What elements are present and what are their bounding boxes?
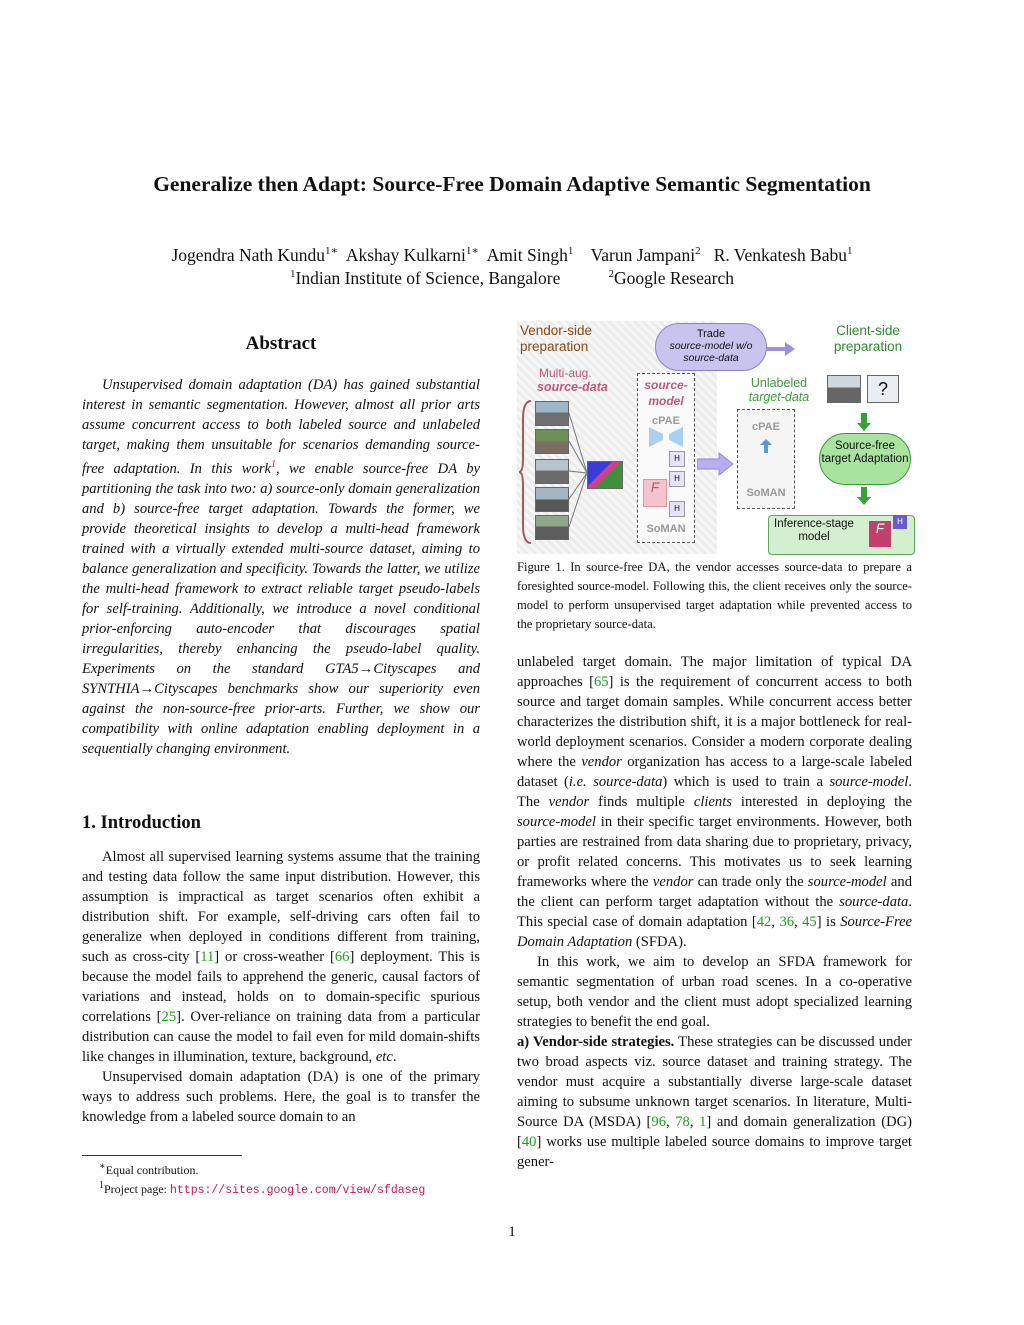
- fan-lines-icon: [569, 409, 589, 539]
- paper-title: Generalize then Adapt: Source-Free Domain Adaptive Semantic Segmentation: [153, 172, 871, 196]
- soman-label: SoMAN: [746, 487, 786, 499]
- source-model-label: source- model: [644, 378, 688, 408]
- text-run: ] or cross-weather [: [214, 949, 335, 965]
- project-url-link[interactable]: https://sites.google.com/view/sfdaseg: [169, 1184, 426, 1197]
- citation-link[interactable]: 45: [802, 914, 817, 930]
- trade-label: Trade: [696, 328, 726, 340]
- footnote: [82, 1178, 480, 1199]
- text-run: ) which is used to train a: [662, 774, 830, 790]
- affil-mark: 1: [290, 268, 296, 280]
- text-run: ] deployment. This is because the model fails to apprehend the generic, causal factors of variations and instead, holds on to domain-specific spurious correlations [: [82, 949, 480, 1025]
- paragraph: In this work, we aim to develop an SFDA framework for semantic segmentation of urban road scenes. In a co-operative setup, both vendor and the client must adopt specialized learning strategies to benefit the end goal.: [517, 954, 912, 1030]
- client-side-label: Client-side preparation: [833, 323, 903, 354]
- author-affil-mark: 1: [567, 245, 574, 257]
- paragraph: [517, 1032, 912, 1172]
- text-run: source-model: [829, 774, 909, 790]
- text-run: etc: [375, 1049, 393, 1065]
- abstract-heading: Abstract: [245, 333, 317, 354]
- soman-label: SoMAN: [646, 523, 686, 535]
- text-run: ] works use multiple labeled source domains to improve target gener-: [517, 1134, 912, 1170]
- author-affil-mark: 1∗: [465, 245, 479, 257]
- source-data-label: source-data: [537, 380, 608, 394]
- text-run: vendor: [548, 794, 590, 810]
- text-run: (SFDA).: [632, 934, 687, 950]
- text-run: interested in deploying the: [731, 794, 913, 810]
- text-run: vendor: [581, 754, 622, 770]
- text-run: . The: [517, 774, 912, 810]
- citation-link[interactable]: 96: [651, 1114, 666, 1130]
- text-run: ] is the requirement of concurrent access to both source and target domain samples. While concurrent access better characterizes the distribution shift, it is a major bottleneck for real-world deployment scenarios. Consider a modern corporate dealing where the: [517, 674, 912, 770]
- affiliation: Indian Institute of Science, Bangalore: [295, 267, 561, 288]
- footnote-mark: 1: [99, 1180, 104, 1191]
- text-run: source-data: [839, 894, 909, 910]
- text-run: These strategies can be discussed under two broad aspects viz. source dataset and training strategy. The vendor must acquire a substantially diverse large-scale dataset aiming to subsume unknown target scenarios. In literature, Multi-Source DA (MSDA) [: [517, 1034, 913, 1130]
- trade-sublabel: source-model w/o source-data: [669, 340, 753, 364]
- right-column-text: [517, 652, 912, 1172]
- text-run: source-model: [807, 874, 887, 890]
- inference-stage-label: Inference-stage model: [774, 518, 854, 543]
- citation-link[interactable]: 11: [200, 949, 215, 965]
- text-run: ,: [665, 1114, 676, 1130]
- cpae-label: cPAE: [652, 415, 680, 427]
- vendor-side-label: Vendor-side preparation: [520, 323, 593, 354]
- paragraph-heading: a) Vendor-side strategies.: [517, 1034, 675, 1050]
- multi-aug-label: Multi-aug.: [539, 366, 592, 380]
- text-run: clients: [693, 794, 732, 810]
- citation-link[interactable]: 1: [699, 1114, 707, 1130]
- paragraph: [82, 847, 480, 1067]
- source-image-thumbnail: [535, 487, 569, 512]
- unknown-label-box: ?: [867, 375, 899, 403]
- citation-link[interactable]: 42: [756, 914, 772, 930]
- author-name: R. Venkatesh Babu: [713, 244, 848, 265]
- text-run: in their specific target environments. However, both parties are restrained from data sharing due to proprietary, privacy, or profit related concerns. This motivates us to seek learning frameworks where the: [517, 814, 912, 890]
- text-run: and the client can perform target adaptation without the: [517, 874, 912, 910]
- citation-link[interactable]: 65: [593, 674, 609, 690]
- abstract-part: , we enable source-free DA by partitioning the task into two: a) source-only domain generalization and b) source-free target adaptation. Towards the former, we provide theoretical insights to develop a multi-head framework trained with a virtually extended multi-source dataset, aiming to balance generalization and specificity. Towards the latter, we utilize the multi-head framework to extract reliable target pseudo-labels for self-training. Additionally, we introduce a novel conditional prior-enforcing auto-encoder that discourages spatial irregularities, thereby enhancing the pseudo-label quality. Experiments on the standard GTA5→Cityscapes and SYNTHIA→Cityscapes benchmarks show our superiority even against the non-source-free prior-arts. Further, we show our compatibility with online adaptation enabling deployment in a sequentially changing environment.: [82, 460, 481, 757]
- inference-h-block: H: [893, 515, 907, 529]
- segmentation-map-thumbnail: [587, 461, 623, 489]
- introduction-text: [82, 847, 480, 1127]
- footnote-link[interactable]: 1: [271, 459, 276, 470]
- text-run: . This special case of domain adaptation [: [517, 894, 912, 930]
- abstract-text: [82, 375, 480, 759]
- down-arrow-icon: [857, 413, 871, 431]
- page-number: 1: [508, 1224, 516, 1240]
- section-heading-introduction: 1. Introduction: [82, 813, 201, 833]
- text-run: unlabeled target domain. The major limitation of typical DA approaches [: [517, 654, 912, 690]
- cpae-label: cPAE: [752, 421, 780, 433]
- source-image-thumbnail: [535, 515, 569, 540]
- author-affil-mark: 1: [847, 245, 853, 257]
- footnotes: [82, 1155, 480, 1199]
- figure-caption: Figure 1. In source-free DA, the vendor accesses source-data to prepare a foresighted source-model. Following this, the client receives only the source-model to perform unsupervised target adaptation while prevented access to the proprietary source-data.: [517, 560, 912, 631]
- footnote-text: Project page:: [104, 1182, 170, 1196]
- up-arrow-icon: [760, 439, 772, 453]
- paragraph: [517, 652, 912, 952]
- left-brace-icon: [519, 399, 533, 545]
- author-affil-mark: 2: [695, 245, 701, 257]
- citation-link[interactable]: 66: [334, 949, 350, 965]
- paragraph: Unsupervised domain adaptation (DA) is one of the primary ways to address such problems. Here, the goal is to transfer the knowledge from a labeled source domain to an: [82, 1069, 480, 1125]
- text-run: ]. Over-reliance on training data from a particular distribution can cause the model to fail even for mild domain-shifts like changes in illumination, texture, background,: [82, 1009, 480, 1065]
- head-h-label: H: [669, 501, 685, 517]
- footnote: [82, 1159, 480, 1178]
- text-run: ] is: [816, 914, 841, 930]
- author-name: Varun Jampani: [590, 244, 696, 265]
- text-run: source-model: [517, 814, 596, 830]
- unlabeled-label: Unlabeled: [750, 376, 808, 390]
- citation-link[interactable]: 25: [161, 1009, 177, 1025]
- citation-link[interactable]: 78: [675, 1114, 690, 1130]
- trade-arrow-icon: [767, 339, 797, 359]
- abstract-part: Unsupervised domain adaptation (DA) has gained substantial interest in semantic segmentation. However, almost all prior arts assume concurrent access to both labeled source and unlabeled target, making them unsuitable for scenarios demanding source-free adaptation. In this work: [82, 377, 480, 477]
- target-data-label: target-data: [748, 390, 810, 404]
- vendor-to-client-arrow-icon: [697, 451, 735, 477]
- affiliations: [0, 263, 1024, 290]
- text-run: can trade only the: [693, 874, 808, 890]
- figure-1: [517, 321, 915, 554]
- author-name: Amit Singh: [486, 244, 568, 265]
- text-run: vendor: [652, 874, 694, 890]
- affiliation: Google Research: [613, 267, 734, 288]
- text-run: ] and domain generalization (DG) [: [517, 1114, 913, 1150]
- text-run: ,: [689, 1114, 700, 1130]
- citation-link[interactable]: 36: [779, 914, 795, 930]
- source-free-adaptation-node: Source-free target Adaptation: [819, 433, 911, 485]
- footnote-text: Equal contribution.: [105, 1163, 199, 1177]
- affil-mark: 2: [608, 268, 614, 280]
- feature-extractor-f: F: [643, 479, 667, 507]
- autoencoder-icon: [649, 427, 683, 447]
- head-h-label: H: [669, 471, 685, 487]
- text-run: Source-Free Domain Adaptation: [517, 914, 913, 950]
- inference-f-block: F: [869, 521, 891, 547]
- text-run: i.e. source-data: [568, 774, 663, 790]
- author-affil-mark: 1∗: [325, 245, 339, 257]
- text-run: Almost all supervised learning systems assume that the training and testing data follow the same input distribution. However, this assumption is impractical as target scenarios often exhibit a distribution shift. For example, self-driving cars often fail to generalize when deployed in conditions different from training, such as cross-city [: [82, 849, 480, 965]
- trade-cloud: [655, 323, 767, 371]
- source-image-thumbnail: [535, 459, 569, 484]
- target-image-thumbnail: [827, 375, 861, 403]
- source-image-thumbnail: [535, 401, 569, 426]
- author-name: Akshay Kulkarni: [345, 244, 466, 265]
- text-run: ,: [794, 914, 803, 930]
- author-name: Jogendra Nath Kundu: [171, 244, 326, 265]
- text-run: finds multiple: [589, 794, 694, 810]
- head-h-label: H: [669, 451, 685, 467]
- text-run: ,: [771, 914, 780, 930]
- footnote-mark: ∗: [99, 1161, 106, 1172]
- down-arrow-icon: [857, 487, 871, 505]
- source-image-thumbnail: [535, 429, 569, 454]
- citation-link[interactable]: 40: [521, 1134, 537, 1150]
- text-run: organization has access to a large-scale labeled dataset (: [517, 754, 912, 790]
- text-run: .: [392, 1049, 397, 1065]
